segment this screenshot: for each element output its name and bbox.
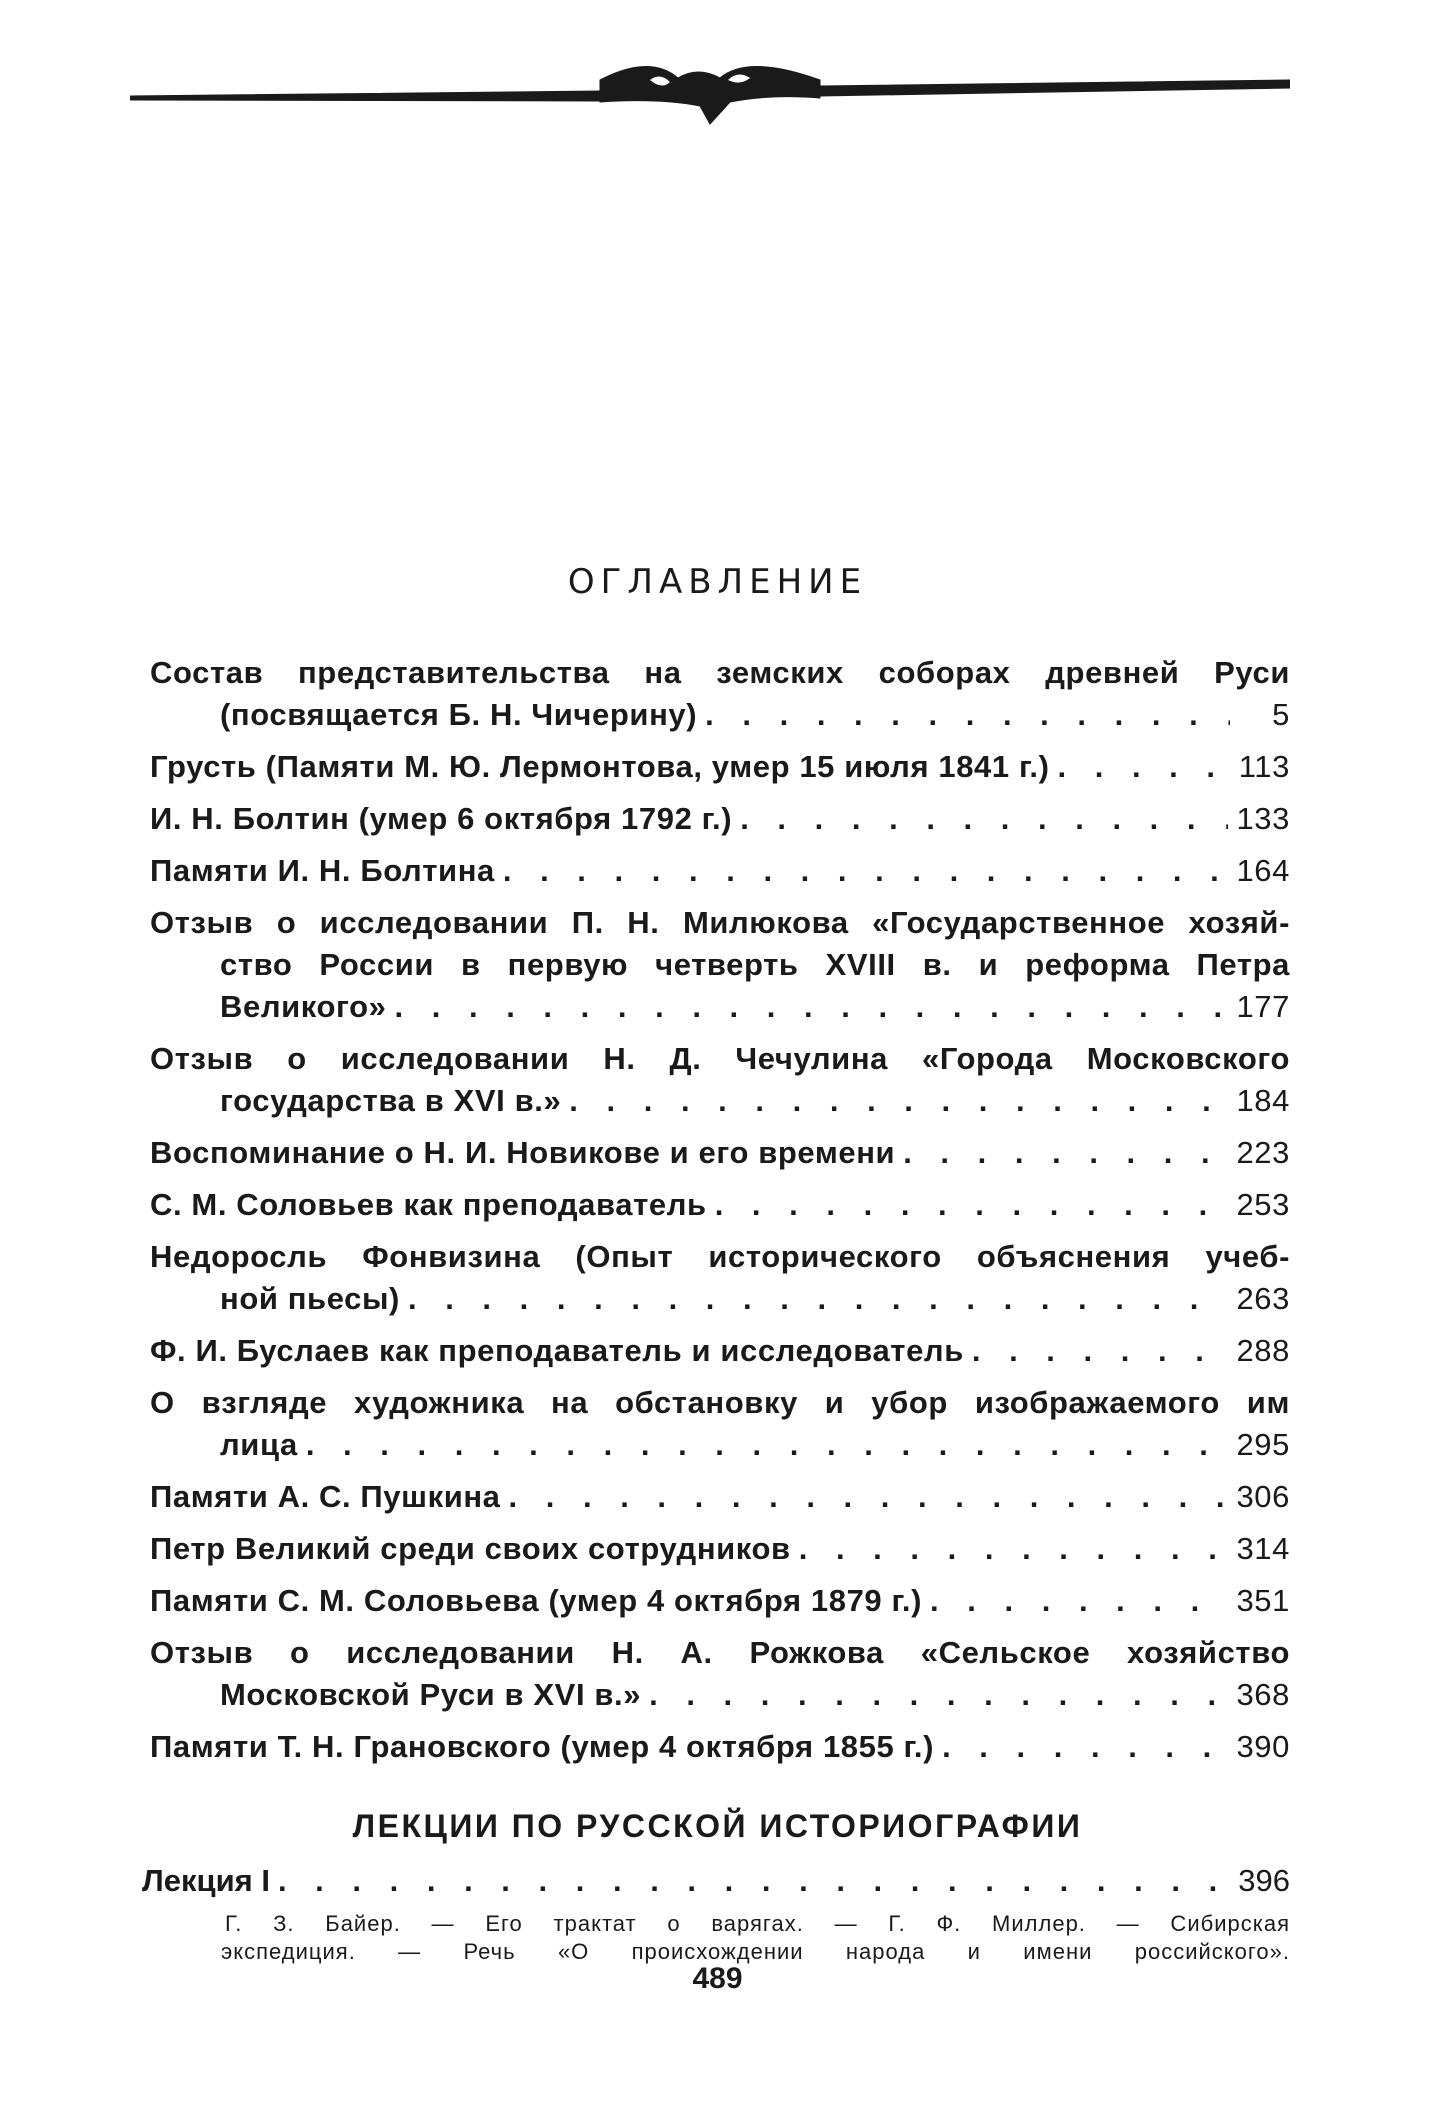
toc-entry-title: Памяти И. Н. Болтина [150,853,495,888]
toc-entry-page: 223 [1236,1135,1290,1170]
toc-entry-title: Воспоминание о Н. И. Новикове и его времени [150,1135,896,1170]
toc-entry [150,1632,1290,1716]
table-of-contents [150,652,1290,1778]
dot-leader [408,1278,1228,1320]
toc-entry-page: 368 [1236,1677,1290,1712]
toc-entry-title: Великого» [220,989,387,1024]
toc-entry-last-line [150,1424,1290,1466]
toc-entry-last-line [150,694,1290,736]
toc-entry-line: Состав представительства на земских соборах древней Руси [150,655,1290,690]
toc-entry-line: Отзыв о исследовании П. Н. Милюкова «Государственное хозяй- [150,905,1290,940]
toc-entry-title: Московской Руси в XVI в.» [220,1677,642,1712]
toc-entry-page: 5 [1272,697,1290,732]
toc-entry-last-line [150,1528,1290,1570]
toc-entry-last-line [150,1080,1290,1122]
dot-leader [503,850,1229,892]
toc-entry-title: ной пьесы) [220,1281,400,1316]
toc-entry-page: 253 [1236,1187,1290,1222]
lecture-title: Лекция I [142,1863,270,1898]
toc-entry [150,1330,1290,1372]
dot-leader [306,1424,1229,1466]
toc-entry [150,1476,1290,1518]
page-number: 489 [692,1962,743,1995]
dot-leader [903,1132,1228,1174]
toc-entry-title: Памяти Т. Н. Грановского (умер 4 октября 1855 г.) [150,1729,935,1764]
toc-entry-last-line [150,798,1290,840]
toc-entry-title: Памяти С. М. Соловьева (умер 4 октября 1879 г.) [150,1583,923,1618]
toc-entry [150,902,1290,1028]
lecture-description-line: Г. З. Байер. — Его трактат о варягах. — Г. Ф. Миллер. — Сибирская [225,1911,1290,1936]
toc-entry-title: Ф. И. Буслаев как преподаватель и исследователь [150,1333,964,1368]
toc-entry-title: И. Н. Болтин (умер 6 октября 1792 г.) [150,801,733,836]
toc-entry-page: 164 [1236,853,1290,888]
toc-entry-line: Недоросль Фонвизина (Опыт исторического объяснения учеб- [150,1239,1290,1274]
toc-entry-title: С. М. Соловьев как преподаватель [150,1187,707,1222]
lecture-page: 396 [1238,1863,1290,1898]
toc-entry-page: 306 [1236,1479,1290,1514]
toc-entry-last-line [150,1476,1290,1518]
toc-entry-title: Памяти А. С. Пушкина [150,1479,501,1514]
toc-entry-last-line [150,746,1290,788]
toc-entry-title: Грусть (Памяти М. Ю. Лермонтова, умер 15 июля 1841 г.) [150,749,1050,784]
dot-leader [278,1860,1230,1902]
toc-entry [150,1726,1290,1768]
toc-entry [150,850,1290,892]
toc-entry-last-line [150,1330,1290,1372]
toc-entry [150,1132,1290,1174]
toc-entry-last-line [150,1132,1290,1174]
header-ornament [130,58,1290,138]
toc-entry-page: 314 [1236,1531,1290,1566]
toc-entry [150,1236,1290,1320]
toc-entry-last-line [150,1580,1290,1622]
toc-entry-last-line [150,1674,1290,1716]
toc-entry-last-line [150,986,1290,1028]
toc-entry-page: 177 [1236,989,1290,1024]
toc-entry-page: 295 [1236,1427,1290,1462]
toc-entry-page: 351 [1236,1583,1290,1618]
toc-entry [150,798,1290,840]
toc-entry-title: (посвящается Б. Н. Чичерину) [220,697,698,732]
dot-leader [705,694,1230,736]
toc-entry-page: 263 [1236,1281,1290,1316]
dot-leader [799,1528,1229,1570]
toc-entry-line: О взгляде художника на обстановку и убор изображаемого им [150,1385,1290,1420]
dot-leader [715,1184,1229,1226]
toc-entry [150,746,1290,788]
toc-entry [150,1382,1290,1466]
section-heading: ЛЕКЦИИ ПО РУССКОЙ ИСТОРИОГРАФИИ [352,1808,1083,1844]
toc-entry [150,1038,1290,1122]
toc-entry [150,1580,1290,1622]
toc-entry-line: Отзыв о исследовании Н. Д. Чечулина «Города Московского [150,1041,1290,1076]
toc-entry-title: Петр Великий среди своих сотрудников [150,1531,791,1566]
toc-entry-line: Отзыв о исследовании Н. А. Рожкова «Сельское хозяйство [150,1635,1290,1670]
toc-entry [150,652,1290,736]
toc-entry [150,1528,1290,1570]
toc-entry-line: ство России в первую четверть XVIII в. и реформа Петра [220,947,1290,982]
lecture-description [221,1910,1290,1966]
dot-leader [509,1476,1229,1518]
dot-leader [569,1080,1228,1122]
dot-leader [972,1330,1229,1372]
dot-leader [740,798,1228,840]
toc-entry-last-line [150,850,1290,892]
toc-entry-page: 184 [1236,1083,1290,1118]
toc-entry-page: 390 [1236,1729,1290,1764]
dot-leader [930,1580,1228,1622]
dot-leader [1058,746,1231,788]
lecture-entry [142,1860,1290,1902]
toc-entry-title: лица [220,1427,298,1462]
dot-leader [649,1674,1228,1716]
toc-entry-last-line [150,1726,1290,1768]
toc-entry-page: 133 [1236,801,1290,836]
toc-entry-page: 113 [1238,749,1290,784]
toc-entry [150,1184,1290,1226]
lecture-description-line: экспедиция. — Речь «О происхождении народа и имени российского». [221,1939,1290,1964]
contents-heading: ОГЛАВЛЕНИЕ [567,562,868,602]
dot-leader [942,1726,1228,1768]
toc-entry-last-line [150,1278,1290,1320]
toc-entry-last-line [150,1184,1290,1226]
toc-entry-page: 288 [1236,1333,1290,1368]
toc-entry-title: государства в XVI в.» [220,1083,562,1118]
dot-leader [395,986,1229,1028]
